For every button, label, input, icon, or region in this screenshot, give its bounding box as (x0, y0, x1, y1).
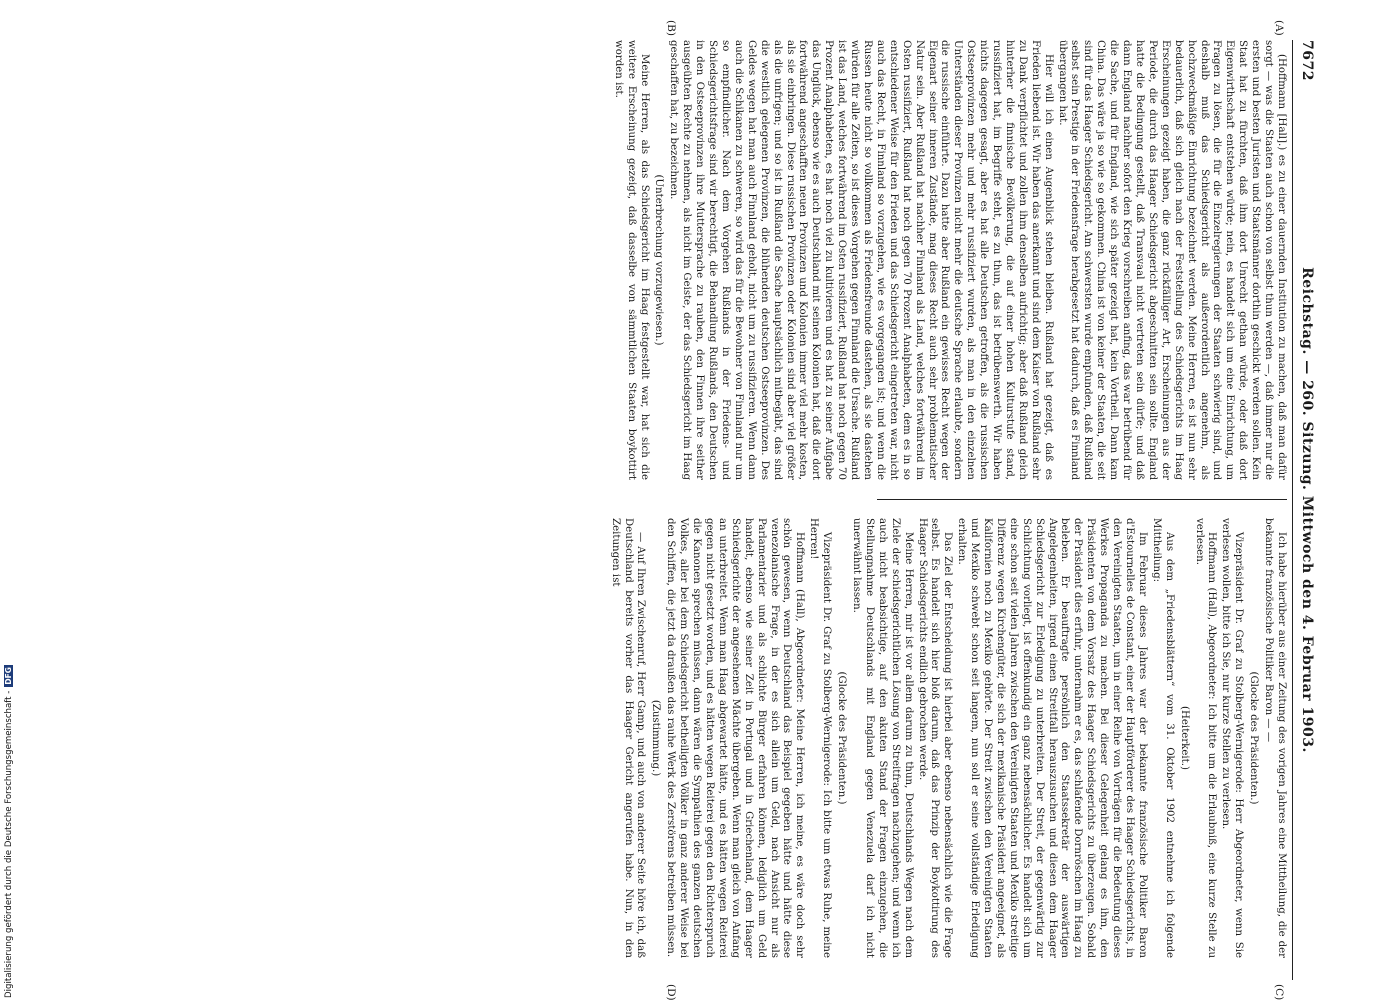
right-paragraph: Ich habe hierüber aus einer Zeitung des vorigen Jahres eine Mittheilung, die der bekannte französische Politiker Baron — — (1263, 518, 1287, 958)
running-head: Reichstag. — 260. Sitzung. Mittwoch den 4. Februar 1903. (1299, 267, 1315, 753)
margin-marker-d: (D) (665, 984, 677, 1001)
page-header (1295, 40, 1317, 980)
right-interjection: (Zustimmung.) (650, 699, 662, 777)
rotated-page (57, 20, 1317, 1001)
right-paragraph: Meine Herren, mir ist vor allem darum zu thun, Deutschlands Wegen nach dem Ziele der schiedsgerichtlichen Lösung von Streitfragen nachzugehen; und wenn ich auch nicht beabsichtige, auf den akuten Stand der Fragen einzugehen, die Stellungnahme Deutschlands mit England gegen Venezuela darf ich nicht unerwähnt lassen. (851, 518, 914, 958)
speaker-paragraph: Hoffmann (Hall), Abgeordneter: Meine Herren, ich meine, es wäre doch sehr schön gewesen, wenn Deutschland das Beispiel gegeben hätte und hätte diese venezolanische Frage, in der es sich allein um Geld, nach Ansicht nur als Parlamentarier und als schlichte Bürger erfahren können, lediglich um Geld handelt, ebenso wie seiner Zeit in Portugal und in Griechenland, dem Haager Schiedsgerichte der angesehenen Mächte übergeben. Wenn man gleich von Anfang an unterbreitet. Wenn man Haag abgewartet hätte, und es hätten wegen Reiterei gegen nicht gesetzt worden, und es hätten wegen Reiterei gegen den Richterspruch die Kanonen sprechen müssen, dann wären die Sympathien des ganzen deutschen Volkes, aller bei dem Schiedsgericht betheiligten Völker in ganz anderer Weise bei den Schiffen, die jetzt da draußen das rauhe Werk des Zerstörens betreiben müssen. (665, 518, 806, 958)
right-paragraph: — Auf Ihren Zwischenruf, Herr Gamp, und auch von anderer Seite höre ich, daß Deutschland bereits vorher das Haager Gericht angerufen habe. Nun, in den Zeitungen ist (609, 518, 647, 958)
speaker-paragraph: Vizepräsident Dr. Graf zu Stolberg-Wernigerode: Herr Abgeordneter, wenn Sie verlesen wollen, bitte ich Sie, nur kurze Stellen zu verlesen. (1220, 518, 1245, 958)
dfg-logo: DFG (4, 667, 13, 685)
page-number: 7672 (1299, 40, 1315, 81)
margin-marker-c: (C) (1273, 984, 1285, 1001)
right-paragraph: Aus dem „Friedensblättern“ vom 31. Oktober 1902 entnehme ich folgende Mittheilung: (1150, 518, 1175, 958)
left-column (610, 40, 1287, 480)
digitization-footer (4, 665, 14, 998)
margin-marker-a: (A) (1273, 20, 1285, 36)
speaker-paragraph: Vizepräsident Dr. Graf zu Stolberg-Wernigerode: Ich bitte um etwas Ruhe, meine Herren! (808, 518, 833, 958)
right-interjection: (Glocke des Präsidenten.) (1248, 671, 1260, 805)
left-paragraph: Meine Herren, als das Schiedsgericht im Haag festgestellt war, hat sich die weitere Erscheinung gezeigt, daß dasselbe von sämmtlichen Staaten boykottirt worden ist. (612, 40, 650, 480)
column-divider (877, 499, 1287, 500)
speaker-paragraph: Hoffmann (Hall), Abgeordneter: Ich bitte um die Erlaubniß, eine kurze Stelle zu verlesen. (1193, 518, 1218, 958)
header-rule (1292, 40, 1293, 980)
right-interjection: (Heiterkeit.) (1178, 706, 1190, 770)
quoted-paragraph: Im Februar dieses Jahres war der bekannte französische Politiker Baron d'Estournelles de Constant, einer der Hauptförderer des Haager Schiedsgerichts, in den Vereinigten Staaten, um in einer Reihe von Vorträgen für die Bedeutung dieses Werkes Propaganda zu machen. Bei dieser Gelegenheit gelang es ihm, den Präsidenten von dem Vorsatz des Haager Schiedsgerichts zu überzeugen. Sobald der Präsident dies erfuhr, unternahm er es, das schlafende Dornröschen im Haag zu beleben. Er beauftragte persönlich den Staatssekretär der auswärtigen Angelegenheiten, irgend einen Streitfall herauszusuchen und diesen dem Haager Schiedsgericht zur Erledigung zu unterbreiten. Der Streit, der gegenwärtig zur Schlichtung vorliegt, ist offenkundig ein ganz nebensächlicher. Es handelt sich um eine schon seit vielen Jahren zwischen den Vereinigten Staaten und Mexiko streitige Differenz wegen Kirchengüter, die sich der mexikanische Präsident angeeignet, als Kalifornien noch zu Mexiko gehörte. Der Streit zwischen den Vereinigten Staaten und Mexiko schwebt schon seit langem, nun soll er seine vollständige Erledigung erhalten. (956, 518, 1148, 958)
left-paragraph: (Hoffmann [Hall].) es zu einer dauernden Institution zu machen, daß man dafür sorgt — was die Staaten auch schon von selbst thun werden —, daß immer nur die ersten und besten Juristen und Staatsmänner dorthin geschickt werden sollen. Kein Staat hat zu fürchten, daß ihm dort Unrecht gethan würde, oder daß dort Eigenwirthschaft entstehen würde; nein, es handelt sich um eine Einrichtung, um Fragen zu lösen, die für die Einzelregierungen der Staaten schwierig sind, und deshalb muß das Schiedsgericht als außerordentlich angenehm, als hochzweckmäßige Einrichtung bezeichnet werden. Meine Herren, es ist nun sehr bedauerlich, daß sich gleich nach der Feststellung des Schiedsgerichts im Haag Erscheinungen gezeigt haben, die ganz rückfälliger Art, Erscheinungen aus der Periode, die durch das Haager Schiedsgericht abgeschnitten sein sollte. England hatte die Bedingung gestellt, daß Transvaal nicht vertreten sein dürfe; und daß dann England nachher sofort den Krieg vorschreiben anfing, das war betrübend für die Sache, und für England, wie sich später gezeigt hat, kein Vortheil. Dann kam China. Das wäre ja so wie so gekommen. China ist von keiner der Staaten, die seit sind für das Haager Schiedsgericht. Am schwersten wurde empfunden, daß Rußland selbst sein Prestige in der Friedensfrage herabgesetzt hat dadurch, daß es Finnland übergangen hat. (1056, 40, 1287, 480)
right-interjection: (Glocke des Präsidenten.) (836, 671, 848, 805)
left-paragraph: Hier will ich einen Augenblick stehen bleiben. Rußland hat gezeigt, daß es Frieden liebend ist. Wir haben das anerkannt und sind dem Kaiser von Rußland sehr zu Dank verpflichtet und zollen ihm denselben aufrichtig; aber daß Rußland gleich hinterher die finnische Bevölkerung, die auf einer hohen Kulturstufe stand, russifiziert hat, im Begriffe steht, es zu thun, das ist betrübenswerth. Wir haben nichts dagegen gesagt, aber es hat alle Deutschen getroffen, als die russischen Ostseeprovinzen mehr und mehr russifiziert wurden, als man in den einzelnen Unterständen dieser Provinzen nicht mehr die deutsche Sprache erlaubte, sondern die russische einführte. Dazu hatte aber Rußland ein gewisses Recht wegen der Eigenart seiner inneren Zustände, mag dieses Recht auch sehr problematischer Natur sein. Aber Rußland hat nachher Finnland als Land, welches fortwährend im Osten russifiziert, Rußland hat noch gegen 70 Prozent Analphabeten, dem es in so entschiedener Weise für den Frieden und das Schiedsgericht eingetreten war, nicht auch das Recht, in Finnland so vorzugehen, wie es vorgegangen ist; und wenn die Russen heute nicht so vollkommen als Friedensfreunde dastehen, als sie dastehen würden für alle Zeiten, so ist dieses Vorgehen gegen Finnland die Ursache. Rußland ist das Land, welches fortwährend im Osten russifiziert, Rußland hat noch gegen 70 Prozent Analphabeten, es hat noch viel zu kultivieren und es hat zu seiner Aufgabe das Unglück, ebenso wie es auch Deutschland mit seinen Kolonien hat, daß die dort fortwährend angeschafften neuen Provinzen und Kolonien immer viel mehr kosten, als sie einbringen. Diese russischen Provinzen oder Kolonien sind aber viel größer als die unfrigen; und so ist in Rußland die Sache hauptsächlich mitbegäbt, das sind die westlich gelegenen Provinzen, die blühenden deutschen Ostseeprovinzen. Des Geldes wegen hat man auch Finnland geholt, nicht um zu russifizieren. Wenn dann auch die Schikanen zu schweren, so wird das für die Bewohner von Finnland nur um so empfindlicher. Nach dem Vorgehen Rußlands in der Friedens- und Schiedsgerichtsfrage sind wir berechtigt, die Behandlung Rußlands, den Deutschen in den Ostseeprovinzen ihre Muttersprache zu rauben, den Finnen ihre seither ausgeübten Rechte zu nehmen, als nicht im Geiste, der das Schiedsgericht im Haag geschaffen hat, zu bezeichnen. (668, 40, 1054, 480)
footer-note: Digitalisierung gefördert durch die Deutsche Forschungsgemeinschaft - (4, 690, 14, 998)
left-interjection: (Unterbrechung vorzugewiesen.) (653, 174, 665, 346)
right-column (607, 518, 1287, 958)
quoted-paragraph: Das Ziel der Entscheidung ist hierbei aber ebenso nebensächlich wie die Frage selbst. Es handelt sich hier bloß darum, daß das Prinzip der Boykottirung des Haager Schiedsgerichts endlich gebrochen werde. (916, 518, 954, 958)
margin-marker-b: (B) (665, 20, 677, 36)
